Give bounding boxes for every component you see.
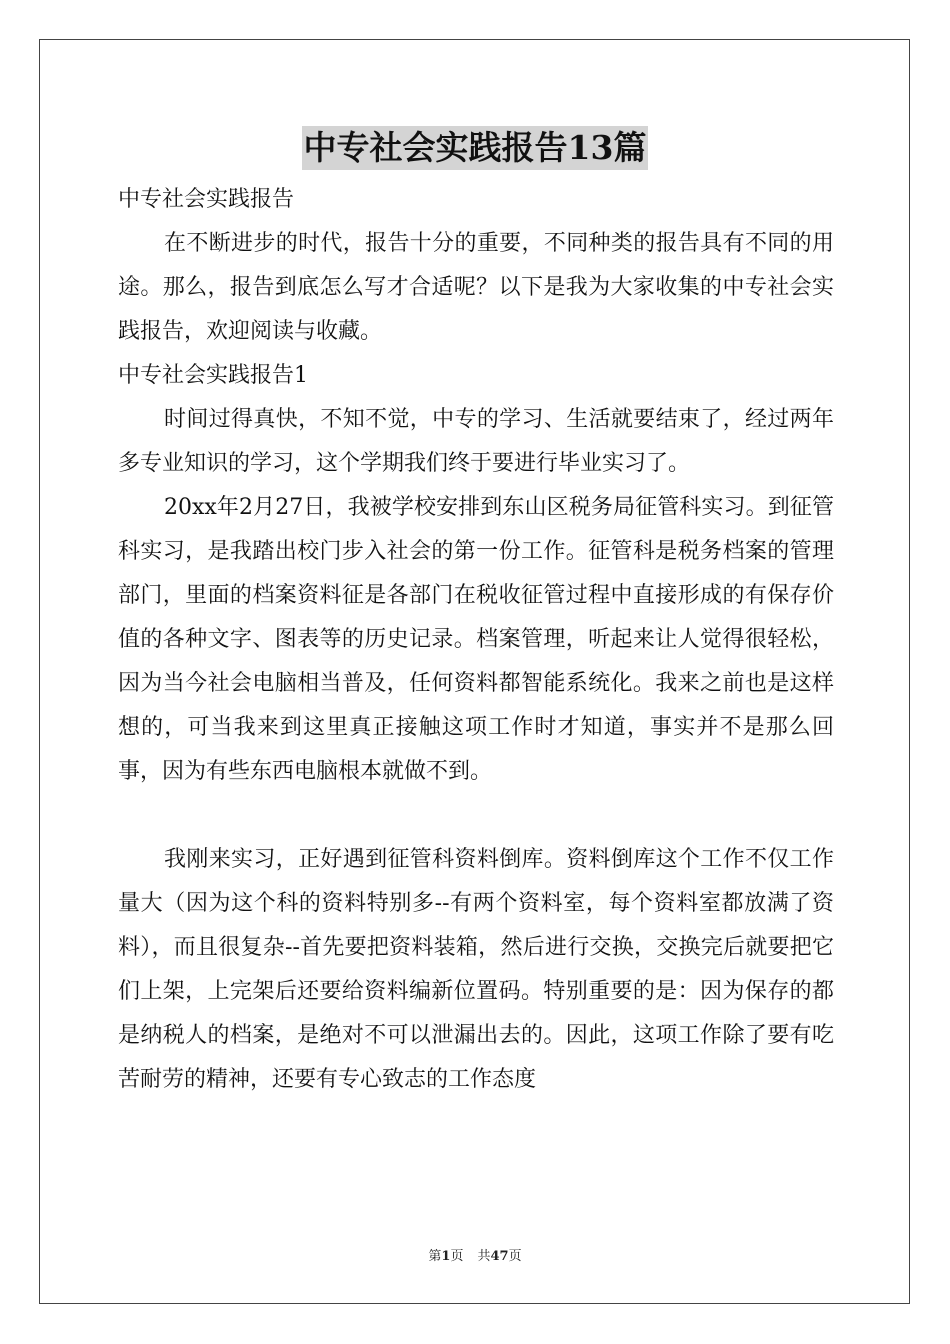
page-prefix: 第: [428, 1249, 442, 1264]
body-paragraph-1: 时间过得真快，不知不觉，中专的学习、生活就要结束了，经过两年多专业知识的学习，这个学期我们终于要进行毕业实习了。: [118, 407, 834, 476]
title-container: [0, 126, 950, 170]
section-heading: 中专社会实践报告1: [118, 363, 308, 388]
total-suffix: 页: [508, 1249, 522, 1264]
document-body: [118, 178, 834, 1146]
subtitle: 中专社会实践报告: [118, 187, 295, 212]
page-suffix: 页: [450, 1249, 464, 1264]
total-pages: 47: [490, 1249, 509, 1264]
document-title: 中专社会实践报告13篇: [302, 126, 649, 170]
intro-paragraph: 在不断进步的时代，报告十分的重要，不同种类的报告具有不同的用途。那么，报告到底怎么写才合适呢？以下是我为大家收集的中专社会实践报告，欢迎阅读与收藏。: [118, 231, 834, 344]
body-paragraph-2: 20xx年2月27日，我被学校安排到东山区税务局征管科实习。到征管科实习，是我踏出校门步入社会的第一份工作。征管科是税务档案的管理部门，里面的档案资料征是各部门在税收征管过程中直接形成的有保存价值的各种文字、图表等的历史记录。档案管理，听起来让人觉得很轻松，因为当今社会电脑相当普及，任何资料都智能系统化。我来之前也是这样想的，可当我来到这里真正接触这项工作时才知道，事实并不是那么回事，因为有些东西电脑根本就做不到。: [118, 495, 834, 784]
total-prefix: 共: [477, 1249, 491, 1264]
page-footer: [0, 1248, 950, 1266]
body-paragraph-3: 我刚来实习，正好遇到征管科资料倒库。资料倒库这个工作不仅工作量大（因为这个科的资料特别多--有两个资料室，每个资料室都放满了资料），而且很复杂--首先要把资料装箱，然后进行交换，交换完后就要把它们上架，上完架后还要给资料编新位置码。特别重要的是：因为保存的都是纳税人的档案，是绝对不可以泄漏出去的。因此，这项工作除了要有吃苦耐劳的精神，还要有专心致志的工作态度: [118, 847, 834, 1092]
page-number: 1: [441, 1249, 451, 1264]
